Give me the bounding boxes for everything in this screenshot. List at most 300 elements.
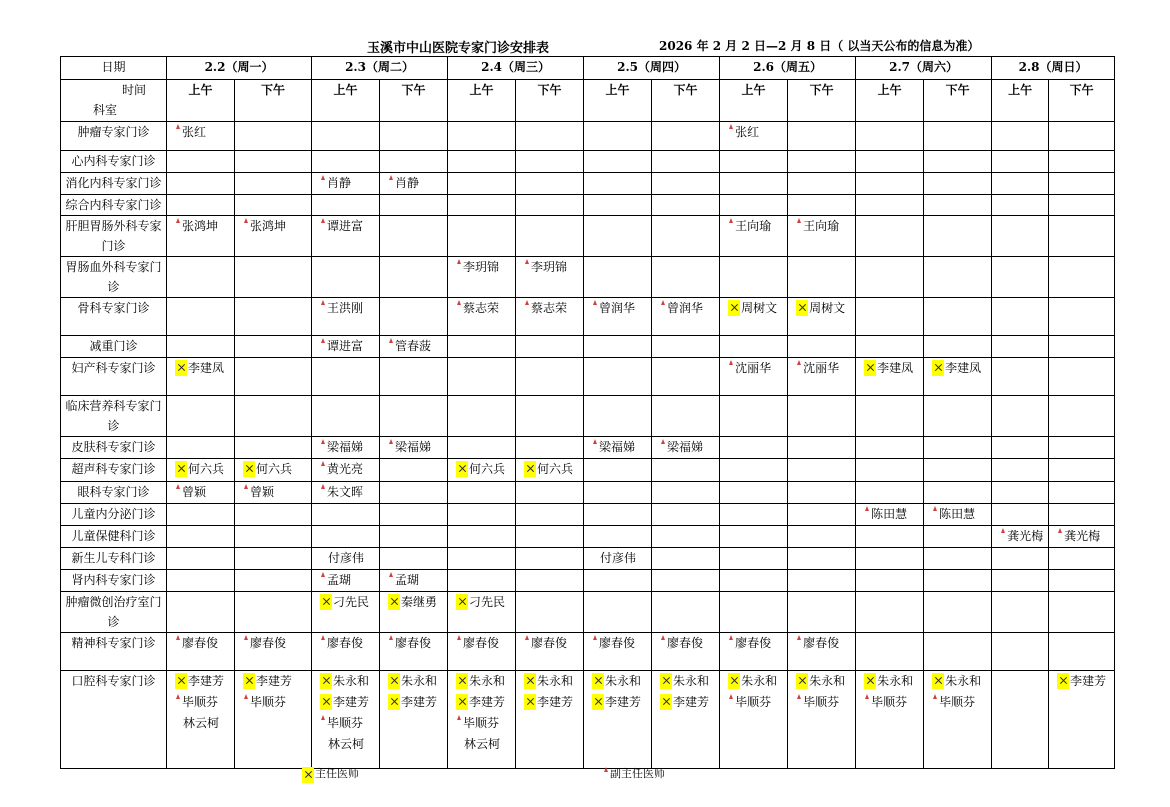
dept-cell: 心内科专家门诊 bbox=[61, 151, 167, 173]
pm-header: 下午 bbox=[380, 80, 448, 122]
table-row bbox=[61, 671, 1115, 769]
doctor-name: 曾颖 bbox=[182, 485, 207, 499]
slot-cell bbox=[652, 151, 720, 173]
doctor-entry bbox=[382, 437, 445, 458]
doctor-entry bbox=[169, 216, 232, 237]
doctor-entry bbox=[858, 504, 921, 525]
am-header: 上午 bbox=[312, 80, 380, 122]
legend-chief bbox=[302, 765, 359, 783]
dept-cell: 新生儿专科门诊 bbox=[61, 548, 167, 570]
table-row bbox=[61, 298, 1115, 336]
doctor-name: 毕顺芬 bbox=[182, 695, 219, 709]
deputy-marker-icon bbox=[388, 175, 394, 181]
pm-header: 下午 bbox=[235, 80, 312, 122]
doctor-name: 陈田慧 bbox=[939, 507, 976, 521]
slot-cell bbox=[788, 358, 856, 396]
slot-cell bbox=[516, 195, 584, 216]
slot-cell bbox=[584, 336, 652, 358]
table-row bbox=[61, 173, 1115, 195]
legend-deputy-label: 副主任医师 bbox=[610, 768, 665, 780]
slot-cell bbox=[448, 257, 516, 298]
chief-marker-icon bbox=[388, 673, 400, 689]
deputy-marker-icon bbox=[932, 506, 938, 512]
slot-cell bbox=[516, 633, 584, 671]
slot-cell bbox=[992, 437, 1049, 459]
slot-cell bbox=[167, 173, 235, 195]
doctor-entry bbox=[858, 671, 921, 692]
slot-cell bbox=[516, 298, 584, 336]
slot-cell bbox=[167, 298, 235, 336]
doctor-entry bbox=[314, 437, 377, 458]
deputy-marker-icon bbox=[388, 439, 394, 445]
slot-cell bbox=[167, 257, 235, 298]
slot-cell bbox=[516, 122, 584, 151]
slot-cell bbox=[856, 570, 924, 592]
deputy-marker-icon bbox=[320, 484, 326, 490]
doctor-entry bbox=[654, 298, 717, 319]
doctor-name: 朱永和 bbox=[469, 674, 506, 688]
slot-cell bbox=[652, 298, 720, 336]
doctor-entry bbox=[722, 671, 785, 692]
doctor-name: 毕顺芬 bbox=[250, 695, 287, 709]
slot-cell bbox=[380, 437, 448, 459]
doctor-entry bbox=[926, 358, 989, 379]
slot-cell bbox=[1049, 257, 1115, 298]
slot-cell bbox=[652, 257, 720, 298]
slot-cell bbox=[516, 173, 584, 195]
legend-deputy bbox=[603, 765, 665, 781]
dept-cell: 肾内科专家门诊 bbox=[61, 570, 167, 592]
deputy-marker-icon bbox=[728, 635, 734, 641]
slot-cell bbox=[380, 195, 448, 216]
slot-cell bbox=[380, 257, 448, 298]
slot-cell bbox=[924, 396, 992, 437]
slot-cell bbox=[380, 173, 448, 195]
slot-cell bbox=[992, 459, 1049, 482]
chief-marker-icon bbox=[932, 673, 944, 689]
doctor-entry bbox=[722, 298, 785, 319]
slot-cell bbox=[992, 396, 1049, 437]
chief-marker-icon bbox=[456, 694, 468, 710]
slot-cell bbox=[1049, 195, 1115, 216]
doctor-name: 廖春俊 bbox=[327, 636, 364, 650]
slot-cell bbox=[720, 216, 788, 257]
doctor-entry bbox=[314, 548, 377, 569]
slot-cell bbox=[924, 504, 992, 526]
doctor-name: 周树文 bbox=[741, 301, 778, 315]
doctor-entry bbox=[169, 358, 232, 379]
doctor-name: 廖春俊 bbox=[735, 636, 772, 650]
slot-cell bbox=[235, 437, 312, 459]
doctor-name: 朱永和 bbox=[945, 674, 982, 688]
doctor-entry bbox=[382, 671, 445, 692]
slot-cell bbox=[992, 358, 1049, 396]
doctor-name: 管春菠 bbox=[395, 339, 432, 353]
slot-cell bbox=[167, 336, 235, 358]
doctor-entry bbox=[858, 692, 921, 713]
doctor-entry bbox=[314, 633, 377, 654]
am-header: 上午 bbox=[584, 80, 652, 122]
doctor-entry bbox=[450, 257, 513, 278]
doctor-entry bbox=[722, 692, 785, 713]
doctor-entry bbox=[382, 692, 445, 713]
am-header: 上午 bbox=[448, 80, 516, 122]
doctor-name: 肖静 bbox=[327, 176, 352, 190]
doctor-entry bbox=[382, 570, 445, 591]
doctor-entry bbox=[790, 633, 853, 654]
slot-cell bbox=[856, 459, 924, 482]
slot-cell bbox=[720, 151, 788, 173]
slot-cell bbox=[924, 548, 992, 570]
doctor-name: 龚光梅 bbox=[1007, 529, 1044, 543]
slot-cell bbox=[448, 216, 516, 257]
slot-cell bbox=[584, 592, 652, 633]
doctor-entry bbox=[450, 734, 513, 755]
slot-cell bbox=[992, 548, 1049, 570]
slot-cell bbox=[788, 671, 856, 769]
deputy-marker-icon bbox=[175, 635, 181, 641]
doctor-name: 廖春俊 bbox=[599, 636, 636, 650]
slot-cell bbox=[167, 459, 235, 482]
slot-cell bbox=[788, 173, 856, 195]
doctor-name: 沈丽华 bbox=[735, 361, 772, 375]
slot-cell bbox=[584, 358, 652, 396]
slot-cell bbox=[924, 526, 992, 548]
table-row bbox=[61, 257, 1115, 298]
dept-cell: 妇产科专家门诊 bbox=[61, 358, 167, 396]
slot-cell bbox=[312, 504, 380, 526]
slot-cell bbox=[720, 482, 788, 504]
deputy-marker-icon bbox=[388, 635, 394, 641]
slot-cell bbox=[720, 548, 788, 570]
slot-cell bbox=[380, 358, 448, 396]
slot-cell bbox=[380, 216, 448, 257]
doctor-entry bbox=[169, 122, 232, 143]
doctor-name: 曾颖 bbox=[250, 485, 275, 499]
slot-cell bbox=[584, 633, 652, 671]
slot-cell bbox=[652, 216, 720, 257]
deputy-marker-icon bbox=[243, 218, 249, 224]
deputy-marker-icon bbox=[728, 360, 734, 366]
dept-cell: 骨科专家门诊 bbox=[61, 298, 167, 336]
doctor-entry bbox=[790, 358, 853, 379]
slot-cell bbox=[720, 526, 788, 548]
deputy-marker-icon bbox=[796, 360, 802, 366]
slot-cell bbox=[720, 671, 788, 769]
slot-cell bbox=[856, 257, 924, 298]
doctor-name: 廖春俊 bbox=[182, 636, 219, 650]
chief-marker-icon bbox=[864, 360, 876, 376]
doctor-name: 李建芳 bbox=[188, 674, 225, 688]
deputy-marker-icon bbox=[320, 439, 326, 445]
doctor-entry bbox=[237, 482, 309, 503]
slot-cell bbox=[788, 548, 856, 570]
doctor-entry bbox=[314, 216, 377, 237]
doctor-name: 廖春俊 bbox=[395, 636, 432, 650]
slot-cell bbox=[720, 459, 788, 482]
slot-cell bbox=[448, 548, 516, 570]
slot-cell bbox=[167, 633, 235, 671]
doctor-name: 朱永和 bbox=[809, 674, 846, 688]
table-row bbox=[61, 459, 1115, 482]
dept-cell: 减重门诊 bbox=[61, 336, 167, 358]
chief-marker-icon bbox=[175, 673, 187, 689]
doctor-entry bbox=[169, 713, 232, 734]
slot-cell bbox=[312, 122, 380, 151]
doctor-entry bbox=[450, 633, 513, 654]
slot-cell bbox=[516, 526, 584, 548]
doctor-name: 朱永和 bbox=[401, 674, 438, 688]
dept-cell: 皮肤科专家门诊 bbox=[61, 437, 167, 459]
deputy-marker-icon bbox=[175, 694, 181, 700]
slot-cell bbox=[788, 122, 856, 151]
slot-cell bbox=[235, 504, 312, 526]
slot-cell bbox=[720, 257, 788, 298]
slot-cell bbox=[992, 257, 1049, 298]
doctor-entry bbox=[450, 692, 513, 713]
slot-cell bbox=[312, 459, 380, 482]
doctor-entry bbox=[450, 459, 513, 480]
slot-cell bbox=[235, 592, 312, 633]
doctor-entry bbox=[382, 592, 445, 613]
slot-cell bbox=[516, 459, 584, 482]
doctor-entry bbox=[1051, 526, 1112, 547]
slot-cell bbox=[448, 459, 516, 482]
slot-cell bbox=[992, 526, 1049, 548]
slot-cell bbox=[235, 482, 312, 504]
chief-marker-icon bbox=[320, 673, 332, 689]
slot-cell bbox=[1049, 504, 1115, 526]
slot-cell bbox=[652, 671, 720, 769]
doctor-name: 毕顺芬 bbox=[803, 695, 840, 709]
slot-cell bbox=[380, 671, 448, 769]
chief-marker-icon bbox=[592, 694, 604, 710]
doctor-name: 刁先民 bbox=[469, 595, 506, 609]
chief-marker-icon bbox=[243, 673, 255, 689]
slot-cell bbox=[312, 482, 380, 504]
doctor-entry bbox=[722, 122, 785, 143]
slot-cell bbox=[584, 257, 652, 298]
doctor-name: 何六兵 bbox=[469, 462, 506, 476]
slot-cell bbox=[167, 396, 235, 437]
slot-cell bbox=[856, 633, 924, 671]
deputy-marker-icon bbox=[592, 635, 598, 641]
slot-cell bbox=[720, 570, 788, 592]
doctor-entry bbox=[382, 173, 445, 194]
slot-cell bbox=[788, 482, 856, 504]
doctor-name: 毕顺芬 bbox=[871, 695, 908, 709]
dept-cell: 胃肠血外科专家门诊 bbox=[61, 257, 167, 298]
slot-cell bbox=[924, 358, 992, 396]
slot-cell bbox=[856, 396, 924, 437]
slot-cell bbox=[584, 195, 652, 216]
slot-cell bbox=[312, 195, 380, 216]
deputy-marker-icon bbox=[728, 694, 734, 700]
pm-header: 下午 bbox=[924, 80, 992, 122]
deputy-marker-icon bbox=[320, 715, 326, 721]
slot-cell bbox=[380, 504, 448, 526]
slot-cell bbox=[584, 151, 652, 173]
doctor-entry bbox=[790, 298, 853, 319]
slot-cell bbox=[516, 396, 584, 437]
dept-cell: 肿瘤微创治疗室门诊 bbox=[61, 592, 167, 633]
slot-cell bbox=[992, 195, 1049, 216]
doctor-name: 张鸿坤 bbox=[250, 219, 287, 233]
slot-cell bbox=[380, 298, 448, 336]
doctor-name: 秦继勇 bbox=[401, 595, 438, 609]
slot-cell bbox=[235, 298, 312, 336]
deputy-marker-icon bbox=[864, 694, 870, 700]
deputy-marker-icon bbox=[456, 259, 462, 265]
chief-marker-icon bbox=[796, 673, 808, 689]
slot-cell bbox=[924, 151, 992, 173]
doctor-entry bbox=[790, 671, 853, 692]
slot-cell bbox=[856, 592, 924, 633]
slot-cell bbox=[235, 151, 312, 173]
doctor-name: 李建芳 bbox=[401, 695, 438, 709]
deputy-marker-icon bbox=[243, 635, 249, 641]
slot-cell bbox=[235, 216, 312, 257]
doctor-entry bbox=[586, 298, 649, 319]
am-header: 上午 bbox=[720, 80, 788, 122]
deputy-marker-icon bbox=[320, 338, 326, 344]
deputy-marker-icon bbox=[660, 439, 666, 445]
slot-cell bbox=[788, 195, 856, 216]
table-row bbox=[61, 358, 1115, 396]
doctor-name: 毕顺芬 bbox=[463, 716, 500, 730]
dept-cell: 口腔科专家门诊 bbox=[61, 671, 167, 769]
schedule-table bbox=[60, 56, 1115, 769]
dept-cell: 儿童保健科门诊 bbox=[61, 526, 167, 548]
doctor-name: 梁福娣 bbox=[599, 440, 636, 454]
day-header: 2.4（周三） bbox=[448, 57, 584, 80]
slot-cell bbox=[652, 459, 720, 482]
doctor-entry bbox=[518, 257, 581, 278]
table-row bbox=[61, 570, 1115, 592]
table-row bbox=[61, 396, 1115, 437]
slot-cell bbox=[380, 548, 448, 570]
doctor-name: 廖春俊 bbox=[667, 636, 704, 650]
slot-cell bbox=[788, 526, 856, 548]
deputy-marker-icon bbox=[243, 694, 249, 700]
chief-marker-icon bbox=[456, 673, 468, 689]
slot-cell bbox=[448, 570, 516, 592]
slot-cell bbox=[652, 482, 720, 504]
doctor-name: 李建凤 bbox=[188, 361, 225, 375]
slot-cell bbox=[1049, 358, 1115, 396]
table-row bbox=[61, 633, 1115, 671]
table-row bbox=[61, 336, 1115, 358]
chief-marker-icon bbox=[660, 694, 672, 710]
slot-cell bbox=[720, 633, 788, 671]
slot-cell bbox=[788, 336, 856, 358]
am-header: 上午 bbox=[167, 80, 235, 122]
slot-cell bbox=[924, 173, 992, 195]
slot-cell bbox=[312, 437, 380, 459]
slot-cell bbox=[235, 526, 312, 548]
slot-cell bbox=[1049, 671, 1115, 769]
slot-cell bbox=[516, 257, 584, 298]
slot-cell bbox=[992, 504, 1049, 526]
slot-cell bbox=[235, 548, 312, 570]
slot-cell bbox=[235, 459, 312, 482]
table-row bbox=[61, 216, 1115, 257]
dept-cell: 儿童内分泌门诊 bbox=[61, 504, 167, 526]
slot-cell bbox=[516, 437, 584, 459]
slot-cell bbox=[720, 504, 788, 526]
slot-cell bbox=[924, 671, 992, 769]
title-row bbox=[0, 37, 1170, 56]
slot-cell bbox=[516, 548, 584, 570]
slot-cell bbox=[856, 482, 924, 504]
doctor-name: 李建芳 bbox=[256, 674, 293, 688]
slot-cell bbox=[788, 633, 856, 671]
slot-cell bbox=[720, 592, 788, 633]
doctor-name: 张鸿坤 bbox=[182, 219, 219, 233]
slot-cell bbox=[584, 437, 652, 459]
slot-cell bbox=[448, 151, 516, 173]
slot-cell bbox=[992, 633, 1049, 671]
doctor-entry bbox=[314, 298, 377, 319]
doctor-entry bbox=[314, 482, 377, 503]
deputy-marker-icon bbox=[728, 124, 734, 130]
doctor-entry bbox=[586, 437, 649, 458]
slot-cell bbox=[856, 195, 924, 216]
slot-cell bbox=[720, 336, 788, 358]
doctor-name: 黄光亮 bbox=[327, 462, 364, 476]
deputy-marker-icon bbox=[796, 694, 802, 700]
slot-cell bbox=[720, 358, 788, 396]
doctor-entry bbox=[654, 692, 717, 713]
slot-cell bbox=[720, 298, 788, 336]
date-range-note: 2026 年 2 月 2 日—2 月 8 日（ 以当天公布的信息为准） bbox=[659, 39, 980, 53]
slot-cell bbox=[652, 396, 720, 437]
doctor-name: 李建凤 bbox=[945, 361, 982, 375]
doctor-name: 李玥锦 bbox=[463, 260, 500, 274]
slot-cell bbox=[448, 671, 516, 769]
slot-cell bbox=[992, 122, 1049, 151]
slot-cell bbox=[924, 592, 992, 633]
doctor-entry bbox=[450, 713, 513, 734]
doctor-name: 廖春俊 bbox=[531, 636, 568, 650]
doctor-name: 王向瑜 bbox=[735, 219, 772, 233]
doctor-name: 林云柯 bbox=[328, 737, 365, 751]
slot-cell bbox=[448, 437, 516, 459]
doctor-entry bbox=[382, 336, 445, 357]
slot-cell bbox=[380, 633, 448, 671]
slot-cell bbox=[380, 592, 448, 633]
chief-marker-icon bbox=[388, 594, 400, 610]
doctor-name: 肖静 bbox=[395, 176, 420, 190]
doctor-entry bbox=[518, 459, 581, 480]
doctor-name: 曾润华 bbox=[599, 301, 636, 315]
doctor-entry bbox=[926, 692, 989, 713]
deputy-marker-icon bbox=[524, 635, 530, 641]
slot-cell bbox=[448, 173, 516, 195]
doctor-name: 梁福娣 bbox=[667, 440, 704, 454]
doctor-name: 蔡志荣 bbox=[463, 301, 500, 315]
time-label: 时间 bbox=[121, 83, 146, 97]
schedule-body bbox=[61, 122, 1115, 769]
doctor-name: 梁福娣 bbox=[327, 440, 364, 454]
doctor-entry bbox=[237, 633, 309, 654]
slot-cell bbox=[235, 570, 312, 592]
deputy-marker-icon bbox=[728, 218, 734, 224]
slot-cell bbox=[924, 195, 992, 216]
chief-marker-icon bbox=[660, 673, 672, 689]
slot-cell bbox=[856, 504, 924, 526]
table-row bbox=[61, 592, 1115, 633]
